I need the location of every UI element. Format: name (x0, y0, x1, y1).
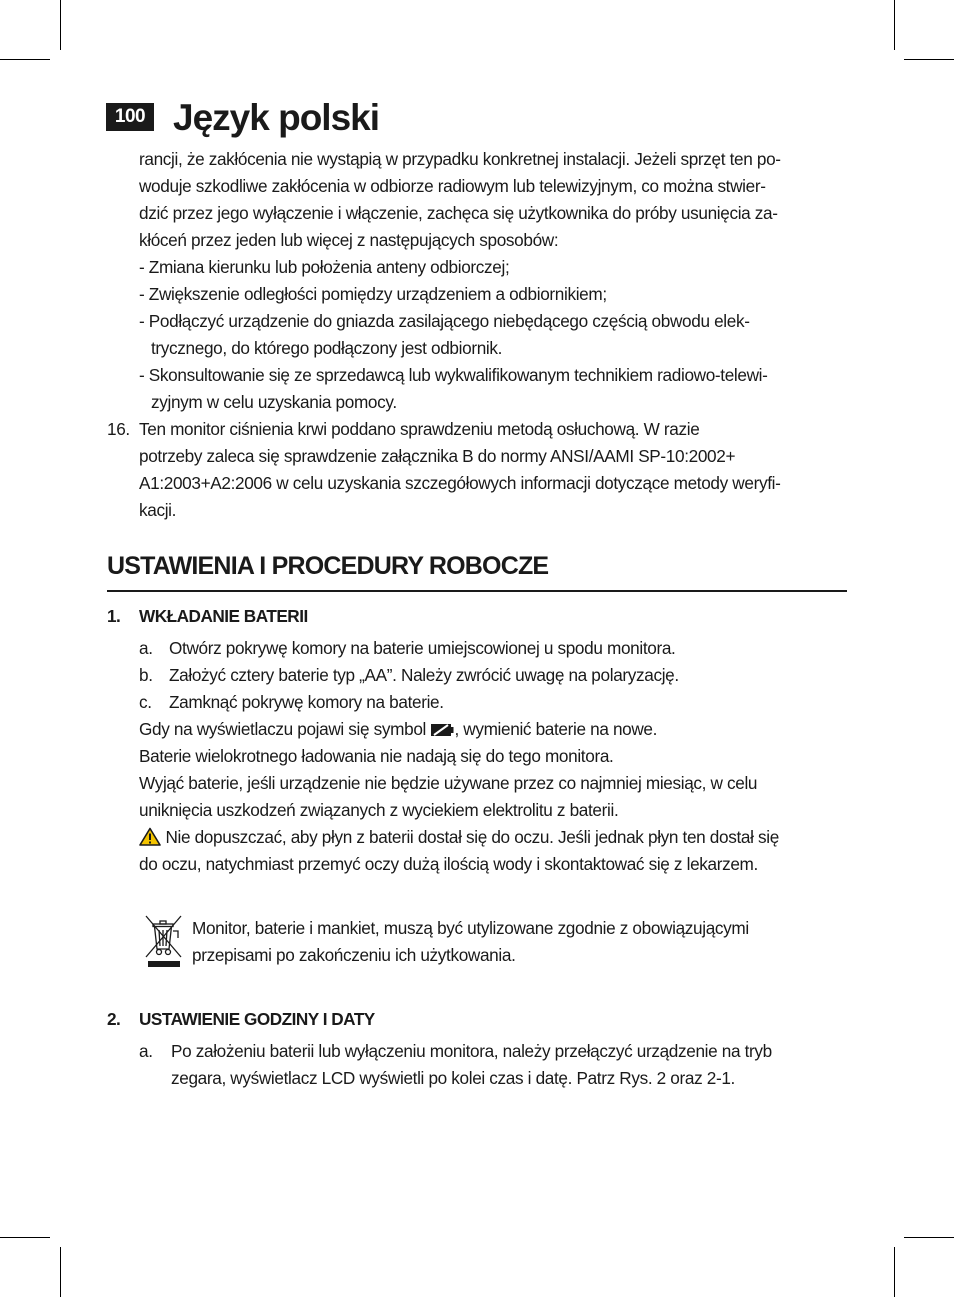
warning-text: Nie dopuszczać, aby płyn z baterii dostał się do oczu. Jeśli jednak płyn ten dostał się (165, 827, 779, 847)
step-1-item-letter: b. (139, 665, 153, 685)
step-1-item-letter: c. (139, 692, 152, 712)
crop-mark (60, 1247, 61, 1297)
step-1-item-letter: a. (139, 638, 153, 658)
intro-bullet: - Zmiana kierunku lub położenia anteny odbiorczej; (139, 257, 510, 277)
intro-line: kłóceń przez jeden lub więcej z następujących sposobów: (139, 230, 559, 250)
crop-mark (60, 0, 61, 50)
item-16-number: 16. (107, 419, 130, 439)
step-1-title: WKŁADANIE BATERII (139, 606, 308, 626)
battery-symbol-note (139, 716, 657, 743)
crop-mark (0, 1237, 50, 1238)
item-16-line: Ten monitor ciśnienia krwi poddano sprawdzeniu metodą osłuchową. W razie (139, 419, 700, 439)
step-2-item-line: zegara, wyświetlacz LCD wyświetli po kolei czas i datę. Patrz Rys. 2 oraz 2-1. (171, 1068, 735, 1088)
intro-line: dzić przez jego wyłączenie i włączenie, zachęca się użytkownika do próby usunięcia za- (139, 203, 778, 223)
crop-mark (0, 59, 50, 60)
intro-line: woduje szkodliwe zakłócenia w odbiorze radiowym lub telewizyjnym, co można stwier- (139, 176, 766, 196)
intro-bullet-continuation: trycznego, do którego podłączony jest odbiornik. (151, 338, 503, 358)
rechargeable-note: Baterie wielokrotnego ładowania nie nadają się do tego monitora. (139, 746, 614, 766)
intro-line: rancji, że zakłócenia nie wystąpią w przypadku konkretnej instalacji. Jeżeli sprzęt ten po- (139, 149, 781, 169)
intro-bullet-continuation: zyjnym w celu uzyskania pomocy. (151, 392, 397, 412)
crop-mark (894, 1247, 895, 1297)
page-number: 100 (106, 103, 154, 131)
battery-symbol-text-before: Gdy na wyświetlaczu pojawi się symbol (139, 719, 426, 739)
intro-bullet: - Skonsultowanie się ze sprzedawcą lub wykwalifikowanym technikiem radiowo-telewi- (139, 365, 768, 385)
crop-mark (904, 1237, 954, 1238)
battery-low-icon (430, 722, 454, 738)
step-2-title: USTAWIENIE GODZINY I DATY (139, 1009, 375, 1029)
warning-triangle-icon (139, 827, 161, 846)
disposal-line: Monitor, baterie i mankiet, muszą być utylizowane zgodnie z obowiązującymi (192, 918, 749, 938)
step-2-number: 2. (107, 1009, 121, 1029)
remove-batteries-line: Wyjąć baterie, jeśli urządzenie nie będzie używane przez co najmniej miesiąc, w celu (139, 773, 758, 793)
intro-bullet: - Zwiększenie odległości pomiędzy urządzeniem a odbiornikiem; (139, 284, 607, 304)
item-16-line: A1:2003+A2:2006 w celu uzyskania szczegółowych informacji dotyczące metody weryfi- (139, 473, 781, 493)
warning-line-continuation: do oczu, natychmiast przemyć oczy dużą ilością wody i skontaktować się z lekarzem. (139, 854, 758, 874)
step-1-item-text: Otwórz pokrywę komory na baterie umiejscowionej u spodu monitora. (169, 638, 676, 658)
item-16-line: potrzeby zaleca się sprawdzenie załącznika B do normy ANSI/AAMI SP-10:2002+ (139, 446, 736, 466)
page-title: Język polski (173, 97, 380, 138)
warning-line (139, 824, 779, 851)
crossed-out-bin-icon (143, 911, 185, 969)
intro-bullet: - Podłączyć urządzenie do gniazda zasilającego niebędącego częścią obwodu elek- (139, 311, 750, 331)
step-2-item-letter: a. (139, 1041, 153, 1061)
step-1-item-text: Założyć cztery baterie typ „AA”. Należy zwrócić uwagę na polaryzację. (169, 665, 679, 685)
step-2-item-line: Po założeniu baterii lub wyłączeniu monitora, należy przełączyć urządzenie na tryb (171, 1041, 772, 1061)
section-divider (107, 590, 847, 592)
crop-mark (894, 0, 895, 50)
disposal-line: przepisami po zakończeniu ich użytkowania. (192, 945, 516, 965)
section-title: USTAWIENIA I PROCEDURY ROBOCZE (107, 552, 549, 580)
battery-symbol-text-after: , wymienić baterie na nowe. (454, 719, 658, 739)
item-16-line: kacji. (139, 500, 177, 520)
step-1-number: 1. (107, 606, 121, 626)
remove-batteries-line: uniknięcia uszkodzeń związanych z wyciekiem elektrolitu z baterii. (139, 800, 619, 820)
step-1-item-text: Zamknąć pokrywę komory na baterie. (169, 692, 444, 712)
crop-mark (904, 59, 954, 60)
